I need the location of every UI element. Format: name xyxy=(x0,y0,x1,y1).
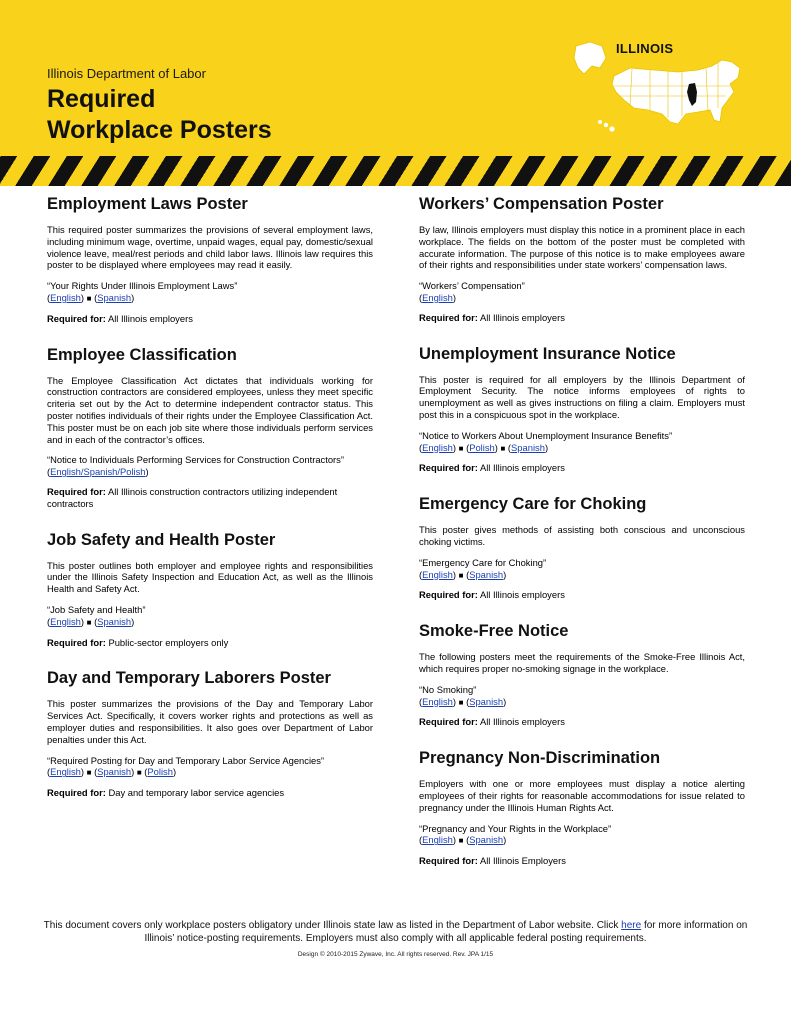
section-description: By law, Illinois employers must display this notice in a prominent place in each workplace. The fields on the bottom of the poster must be completed with accurate information. The purpose of this notice is to make employees aware of their rights and responsibilities under state workers’ compensation laws. xyxy=(419,224,745,271)
required-for-label: Required for: xyxy=(419,462,478,474)
separator-square-icon: ■ xyxy=(86,617,92,627)
header-banner xyxy=(0,0,791,186)
link-polish[interactable]: Polish xyxy=(147,766,173,778)
left-column xyxy=(47,194,373,819)
required-for-value: All Illinois employers xyxy=(479,311,565,323)
section-employee-classification xyxy=(47,345,373,510)
required-for xyxy=(419,716,745,728)
language-links: (English) ■ (Spanish) xyxy=(47,615,135,627)
section-description: Employers with one or more employees must display a notice alerting employees of their rights for reasonable accommodations for issue related to pregnancy under the Illinois Human Rights Act. xyxy=(419,778,745,813)
link-spanish[interactable]: Spanish xyxy=(469,568,504,580)
section-emergency-care-for-choking xyxy=(419,494,745,601)
required-for xyxy=(47,486,373,510)
poster-title: “No Smoking” xyxy=(419,683,477,695)
footer-text-end: for more information on Illinois’ notice-posting requirements. Employers must also comply with all applicable federal posting requirements. xyxy=(144,920,748,944)
required-for-label: Required for: xyxy=(47,787,106,799)
footer-note xyxy=(40,920,751,945)
required-for-label: Required for: xyxy=(419,311,478,323)
link-english[interactable]: English xyxy=(50,766,81,778)
section-description: The Employee Classification Act dictates that individuals working for construction contractors are considered employees, unless they meet specific criteria set out by the Act to determine independent contractor status. This poster notifies individuals of their rights under the Employee Classification Act. This poster must be on each job site where those individuals perform services and in each of the contractor’s offices. xyxy=(47,374,373,445)
required-for-value: All Illinois employers xyxy=(479,716,565,728)
section-heading: Job Safety and Health Poster xyxy=(47,530,276,549)
separator-square-icon: ■ xyxy=(458,570,464,580)
required-for-label: Required for: xyxy=(47,636,106,648)
required-for xyxy=(419,312,745,324)
required-for-value: All Illinois construction contractors utilizing independent contractors xyxy=(47,485,338,509)
page-title xyxy=(47,84,272,146)
link-spanish[interactable]: Spanish xyxy=(97,291,132,303)
language-links: (English/Spanish/Polish) xyxy=(47,466,149,478)
language-links: (English) ■ (Spanish) xyxy=(419,695,507,707)
link-spanish[interactable]: Spanish xyxy=(469,834,504,846)
poster-title: “Pregnancy and Your Rights in the Workplace” xyxy=(419,822,612,834)
section-heading: Emergency Care for Choking xyxy=(419,495,647,514)
link-english[interactable]: English xyxy=(422,441,453,453)
section-job-safety-and-health-poster xyxy=(47,530,373,649)
link-spanish[interactable]: Spanish xyxy=(511,441,545,453)
footer-here-link[interactable]: here xyxy=(621,920,642,931)
section-pregnancy-non-discrimination xyxy=(419,748,745,867)
section-unemployment-insurance-notice xyxy=(419,344,745,475)
required-for xyxy=(47,637,373,649)
poster-title: “Your Rights Under Illinois Employment Laws” xyxy=(47,280,238,292)
link-english[interactable]: English xyxy=(422,568,453,580)
required-for-value: Public-sector employers only xyxy=(108,636,229,648)
section-heading: Smoke-Free Notice xyxy=(419,622,569,641)
link-english[interactable]: English xyxy=(50,615,81,627)
required-for-value: Day and temporary labor service agencies xyxy=(108,787,285,799)
link-english[interactable]: English xyxy=(422,291,453,303)
section-heading: Employee Classification xyxy=(47,345,237,364)
separator-square-icon: ■ xyxy=(458,836,464,846)
section-heading: Employment Laws Poster xyxy=(47,195,248,213)
right-column xyxy=(419,194,745,887)
section-smoke-free-notice xyxy=(419,621,745,728)
required-for-label: Required for: xyxy=(419,855,478,867)
language-links: (English) ■ (Polish) ■ (Spanish) xyxy=(419,441,549,453)
link-english[interactable]: English xyxy=(422,695,453,707)
separator-square-icon: ■ xyxy=(136,768,142,778)
section-heading: Workers’ Compensation Poster xyxy=(419,195,664,213)
section-description: The following posters meet the requirements of the Smoke-Free Illinois Act, which requires proper no-smoking signage in the workplace. xyxy=(419,651,745,674)
required-for-value: All Illinois employers xyxy=(479,462,565,474)
section-description: This poster gives methods of assisting both conscious and unconscious choking victims. xyxy=(419,524,745,547)
language-links: (English) ■ (Spanish) xyxy=(419,834,507,846)
link-polish[interactable]: Polish xyxy=(469,441,495,453)
poster-title: “Notice to Individuals Performing Services for Construction Contractors” xyxy=(47,454,344,466)
language-links: (English) ■ (Spanish) xyxy=(419,568,507,580)
section-heading: Unemployment Insurance Notice xyxy=(419,344,676,363)
required-for xyxy=(47,313,373,325)
footer-text-start: This document covers only workplace posters obligatory under Illinois state law as listed in the Department of Labor website. Click xyxy=(43,920,622,931)
poster-title: “Notice to Workers About Unemployment Insurance Benefits” xyxy=(419,429,673,441)
copyright-line: Design © 2010-2015 Zywave, Inc. All rights reserved. Rev. JPA 1/15 xyxy=(297,951,494,958)
required-for xyxy=(47,787,373,799)
section-description: This poster outlines both employer and employee rights and responsibilities under the Illinois Safety Inspection and Education Act, as well as the Illinois Health and Safety Act. xyxy=(47,559,373,595)
required-for-label: Required for: xyxy=(47,312,106,324)
link-english-spanish-polish[interactable]: English/Spanish/Polish xyxy=(50,466,146,478)
link-english[interactable]: English xyxy=(50,291,81,303)
section-heading: Pregnancy Non-Discrimination xyxy=(419,749,661,768)
link-spanish[interactable]: Spanish xyxy=(469,695,504,707)
section-heading: Day and Temporary Laborers Poster xyxy=(47,669,331,688)
poster-title: “Job Safety and Health” xyxy=(47,603,146,615)
state-label: ILLINOIS xyxy=(616,41,674,56)
section-day-and-temporary-laborers-poster xyxy=(47,668,373,799)
title-line-2: Workplace Posters xyxy=(47,116,272,144)
language-links: (English) xyxy=(419,291,456,303)
separator-square-icon: ■ xyxy=(458,443,464,453)
section-description: This required poster summarizes the provisions of several employment laws, including minimum wage, overtime, unpaid wages, equal pay, domestic/sexual violence leave, meal/rest periods and child labor laws. Illinois law requires this poster to be displayed where employees may read it easily. xyxy=(47,224,373,271)
link-spanish[interactable]: Spanish xyxy=(97,615,132,627)
separator-square-icon: ■ xyxy=(86,293,92,303)
separator-square-icon: ■ xyxy=(86,768,92,778)
separator-square-icon: ■ xyxy=(458,697,464,707)
language-links: (English) ■ (Spanish) xyxy=(47,291,135,303)
required-for xyxy=(419,462,745,474)
poster-title: “Required Posting for Day and Temporary Labor Service Agencies” xyxy=(47,754,325,766)
poster-title: “Emergency Care for Choking” xyxy=(419,556,547,568)
language-links: (English) ■ (Spanish) ■ (Polish) xyxy=(47,766,177,778)
required-for-label: Required for: xyxy=(419,716,478,728)
required-for xyxy=(419,589,745,601)
required-for-label: Required for: xyxy=(47,485,106,497)
link-spanish[interactable]: Spanish xyxy=(97,766,132,778)
section-employment-laws-poster xyxy=(47,194,373,325)
title-line-1: Required xyxy=(47,85,156,113)
required-for-value: All Illinois employers xyxy=(479,589,565,601)
required-for-label: Required for: xyxy=(419,589,478,601)
section-workers-compensation-poster xyxy=(419,194,745,324)
required-for-value: All Illinois employers xyxy=(107,312,193,324)
department-name: Illinois Department of Labor xyxy=(47,66,206,81)
hazard-stripes xyxy=(0,156,791,186)
poster-title: “Workers’ Compensation” xyxy=(419,280,525,292)
separator-square-icon: ■ xyxy=(500,443,506,453)
link-english[interactable]: English xyxy=(422,834,453,846)
required-for-value: All Illinois Employers xyxy=(479,855,566,867)
required-for xyxy=(419,855,745,867)
section-description: This poster summarizes the provisions of the Day and Temporary Labor Services Act. Specifically, it covers worker rights and protections as well as employer duties and responsibilities. It also goes over Department of Labor penalties under this Act. xyxy=(47,698,373,745)
section-description: This poster is required for all employers by the Illinois Department of Employment Security. The notice informs employees of rights to unemployment as well as gives instructions on filing a claim. Employers must post this in a conspicuous spot in the workplace. xyxy=(419,373,745,420)
